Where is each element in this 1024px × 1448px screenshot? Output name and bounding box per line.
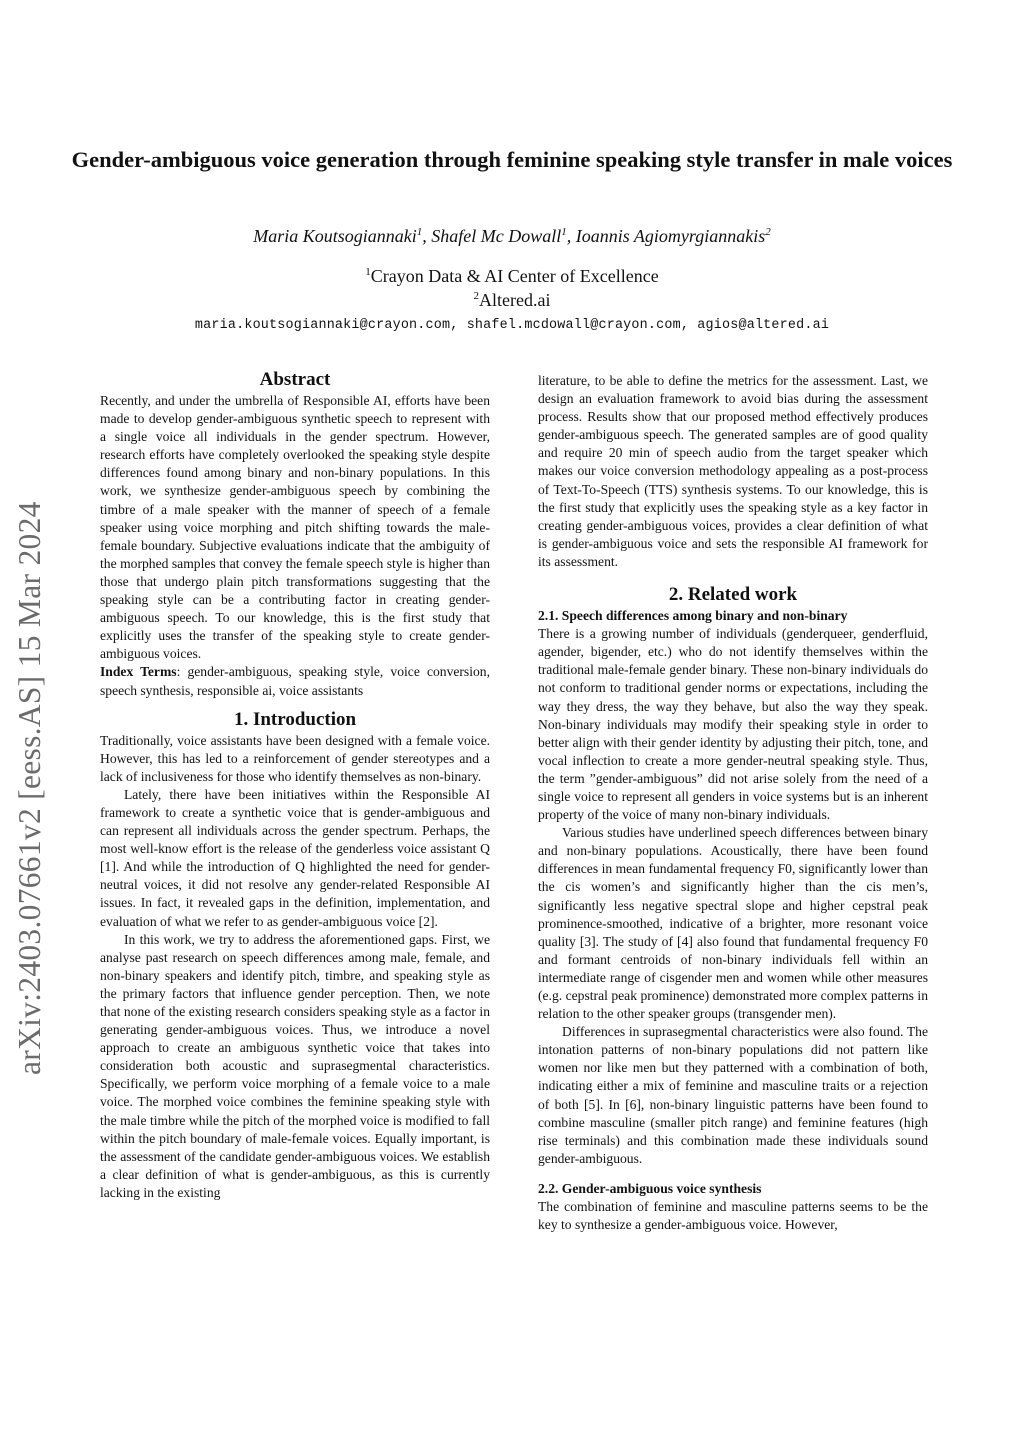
affiliation-mark: 1: [365, 266, 371, 278]
author-affiliation-mark: 1: [561, 226, 567, 238]
related-paragraph: The combination of feminine and masculine patterns seems to be the key to synthesize a gender-ambiguous voice. However,: [538, 1199, 928, 1233]
author-list: Maria Koutsogiannaki$^1$, Shafel Mc Dowall$^1$, Ioannis Agiomyrgiannakis$^2$: [253, 226, 771, 246]
author-name: Maria Koutsogiannaki: [253, 226, 417, 246]
intro-heading: 1. Introduction: [233, 708, 357, 730]
related-paragraph: Various studies have underlined speech differences between binary and non-binary populations. Acoustically, there have been found differences in mean fundamental frequency F0, significantly lower than the cis women’s and significantly higher than the cis men’s, significantly less negative spectral slope and higher cepstral peak prominence-smoothed, indicative of a brighter, more resonant voice quality [3]. The study of [4] also found that fundamental frequency F0 and formant centroids of non-binary individuals fell within an intermediate range of cisgender men and women while other measures (e.g. cepstral peak prominence) demonstrated more complex patterns in relation to the other speaker groups (transgender men).: [538, 825, 928, 1022]
author-name: Ioannis Agiomyrgiannakis: [575, 226, 766, 246]
related-work-heading: 2. Related work: [668, 584, 798, 606]
related-paragraph: There is a growing number of individuals (genderqueer, genderfluid, agender, bigender, etc.) who do not identify themselves within the traditional male-female gender binary. These non-binary individuals do not conform to traditional gender norms or expectations, including the way they dress, the way they behave, but also the way they speak. Non-binary individuals may modify their speaking style in order to better align with their gender identity by adjusting their pitch, tone, and vocal inflection to create a more gender-neutral speaking style. Thus, the term ”gender-ambiguous” did not arise solely from the need of a single voice to represent all genders in voice systems but is an inherent property of the voice of many non-binary individuals.: [538, 626, 928, 823]
affiliation-name: Crayon Data & AI Center of Excellence: [370, 266, 659, 286]
author-emails: maria.koutsogiannaki@crayon.com, shafel.mcdowall@crayon.com, agios@altered.ai: [194, 318, 830, 333]
subsection-heading: 2.1. Speech differences among binary and non-binary: [538, 608, 848, 624]
affiliation: [60, 290, 964, 311]
index-terms-text: : gender-ambiguous, speaking style, voice conversion, speech synthesis, responsible ai, voice assistants: [100, 664, 490, 698]
author-name: Shafel Mc Dowall: [431, 226, 562, 246]
abstract-text: Recently, and under the umbrella of Responsible AI, efforts have been made to develop gender-ambiguous synthetic speech to represent with a single voice all individuals in the gender spectrum. However, research efforts have completely overlooked the speaking style despite differences found among binary and non-binary populations. In this work, we synthesize gender-ambiguous speech by combining the timbre of a male speaker with the manner of speech of a female speaker using voice morphing and pitch shifting towards the male-female boundary. Subjective evaluations indicate that the ambiguity of the morphed samples that convey the female speech style is higher than those that undergo plain pitch transformations suggesting that the speaking style can be a contributing factor in creating gender-ambiguous speech. To our knowledge, this is the first study that explicitly uses the transfer of the speaking style to create gender-ambiguous voices.: [100, 393, 490, 662]
intro-paragraph: Lately, there have been initiatives within the Responsible AI framework to create a synthetic voice that is gender-ambiguous and can represent all individuals across the gender spectrum. Perhaps, the most well-know effort is the release of the genderless voice assistant Q [1]. And while the introduction of Q highlighted the need for gender-neutral voices, it did not resolve any gender-related Responsible AI issues. In fact, it revealed gaps in the definition, implementation, and evaluation of what we refer to as gender-ambiguous voice [2].: [100, 786, 490, 929]
affiliation-name: Altered.ai: [479, 290, 551, 310]
intro-paragraph: In this work, we try to address the aforementioned gaps. First, we analyse past research on speech differences among male, female, and non-binary speakers and identify pitch, timbre, and speaking style as the primary factors that influence gender perception. Then, we note that none of the existing research considers speaking style as a factor in generating gender-ambiguous voices. Thus, we introduce a novel approach to create an ambiguous synthetic voice that takes into consideration both acoustic and suprasegmental characteristics. Specifically, we perform voice morphing of a female voice to a male voice. The morphed voice combines the feminine speaking style with the male timbre while the pitch of the morphed voice is modified to fall within the pitch boundary of male-female voices. Equally important, is the assessment of the candidate gender-ambiguous voices. We establish a clear definition of what is gender-ambiguous, as this is currently lacking in the existing: [100, 931, 490, 1200]
author-affiliation-mark: 2: [765, 226, 771, 238]
right-column: [538, 372, 928, 1234]
intro-paragraph: Traditionally, voice assistants have been designed with a female voice. However, this has led to a reinforcement of gender stereotypes and a lack of inclusiveness for those who identify themselves as non-binary.: [100, 732, 490, 784]
abstract-heading: Abstract: [259, 369, 331, 390]
left-column: [100, 368, 490, 1202]
paper-title: Gender-ambiguous voice generation through feminine speaking style transfer in male voices: [71, 147, 953, 172]
index-terms: [100, 663, 490, 699]
affiliation: [60, 266, 964, 287]
subsection-heading: 2.2. Gender-ambiguous voice synthesis: [538, 1180, 762, 1196]
related-paragraph: Differences in suprasegmental characteristics were also found. The intonation patterns of non-binary populations did not pattern like women nor like men but they patterned with a combination of both, indicating either a mix of feminine and masculine traits or a rejection of both [5]. In [6], non-binary linguistic patterns have been found to combine masculine (smaller pitch range) and feminine features (high rise terminals) and this combination made these individuals sound gender-ambiguous.: [538, 1024, 928, 1166]
arxiv-stamp: arXiv:2403.07661v2 [eess.AS] 15 Mar 2024: [12, 501, 47, 1075]
author-affiliation-mark: 1: [416, 226, 423, 238]
intro-paragraph-continued: literature, to be able to define the metrics for the assessment. Last, we design an evaluation framework to avoid bias during the assessment process. Results show that our proposed method effectively produces gender-ambiguous speech. The generated samples are of good quality and require 20 min of speech audio from the target speaker which makes our voice conversion methodology appealing as a post-process of Text-To-Speech (TTS) synthesis systems. To our knowledge, this is the first study that explicitly uses the speaking style as a key factor in creating gender-ambiguous voices, provides a clear definition of what is gender-ambiguous voice and sets the responsible AI framework for its assessment.: [538, 373, 928, 569]
affiliation-mark: 2: [473, 290, 480, 302]
index-terms-label: Index Terms: [100, 664, 177, 680]
